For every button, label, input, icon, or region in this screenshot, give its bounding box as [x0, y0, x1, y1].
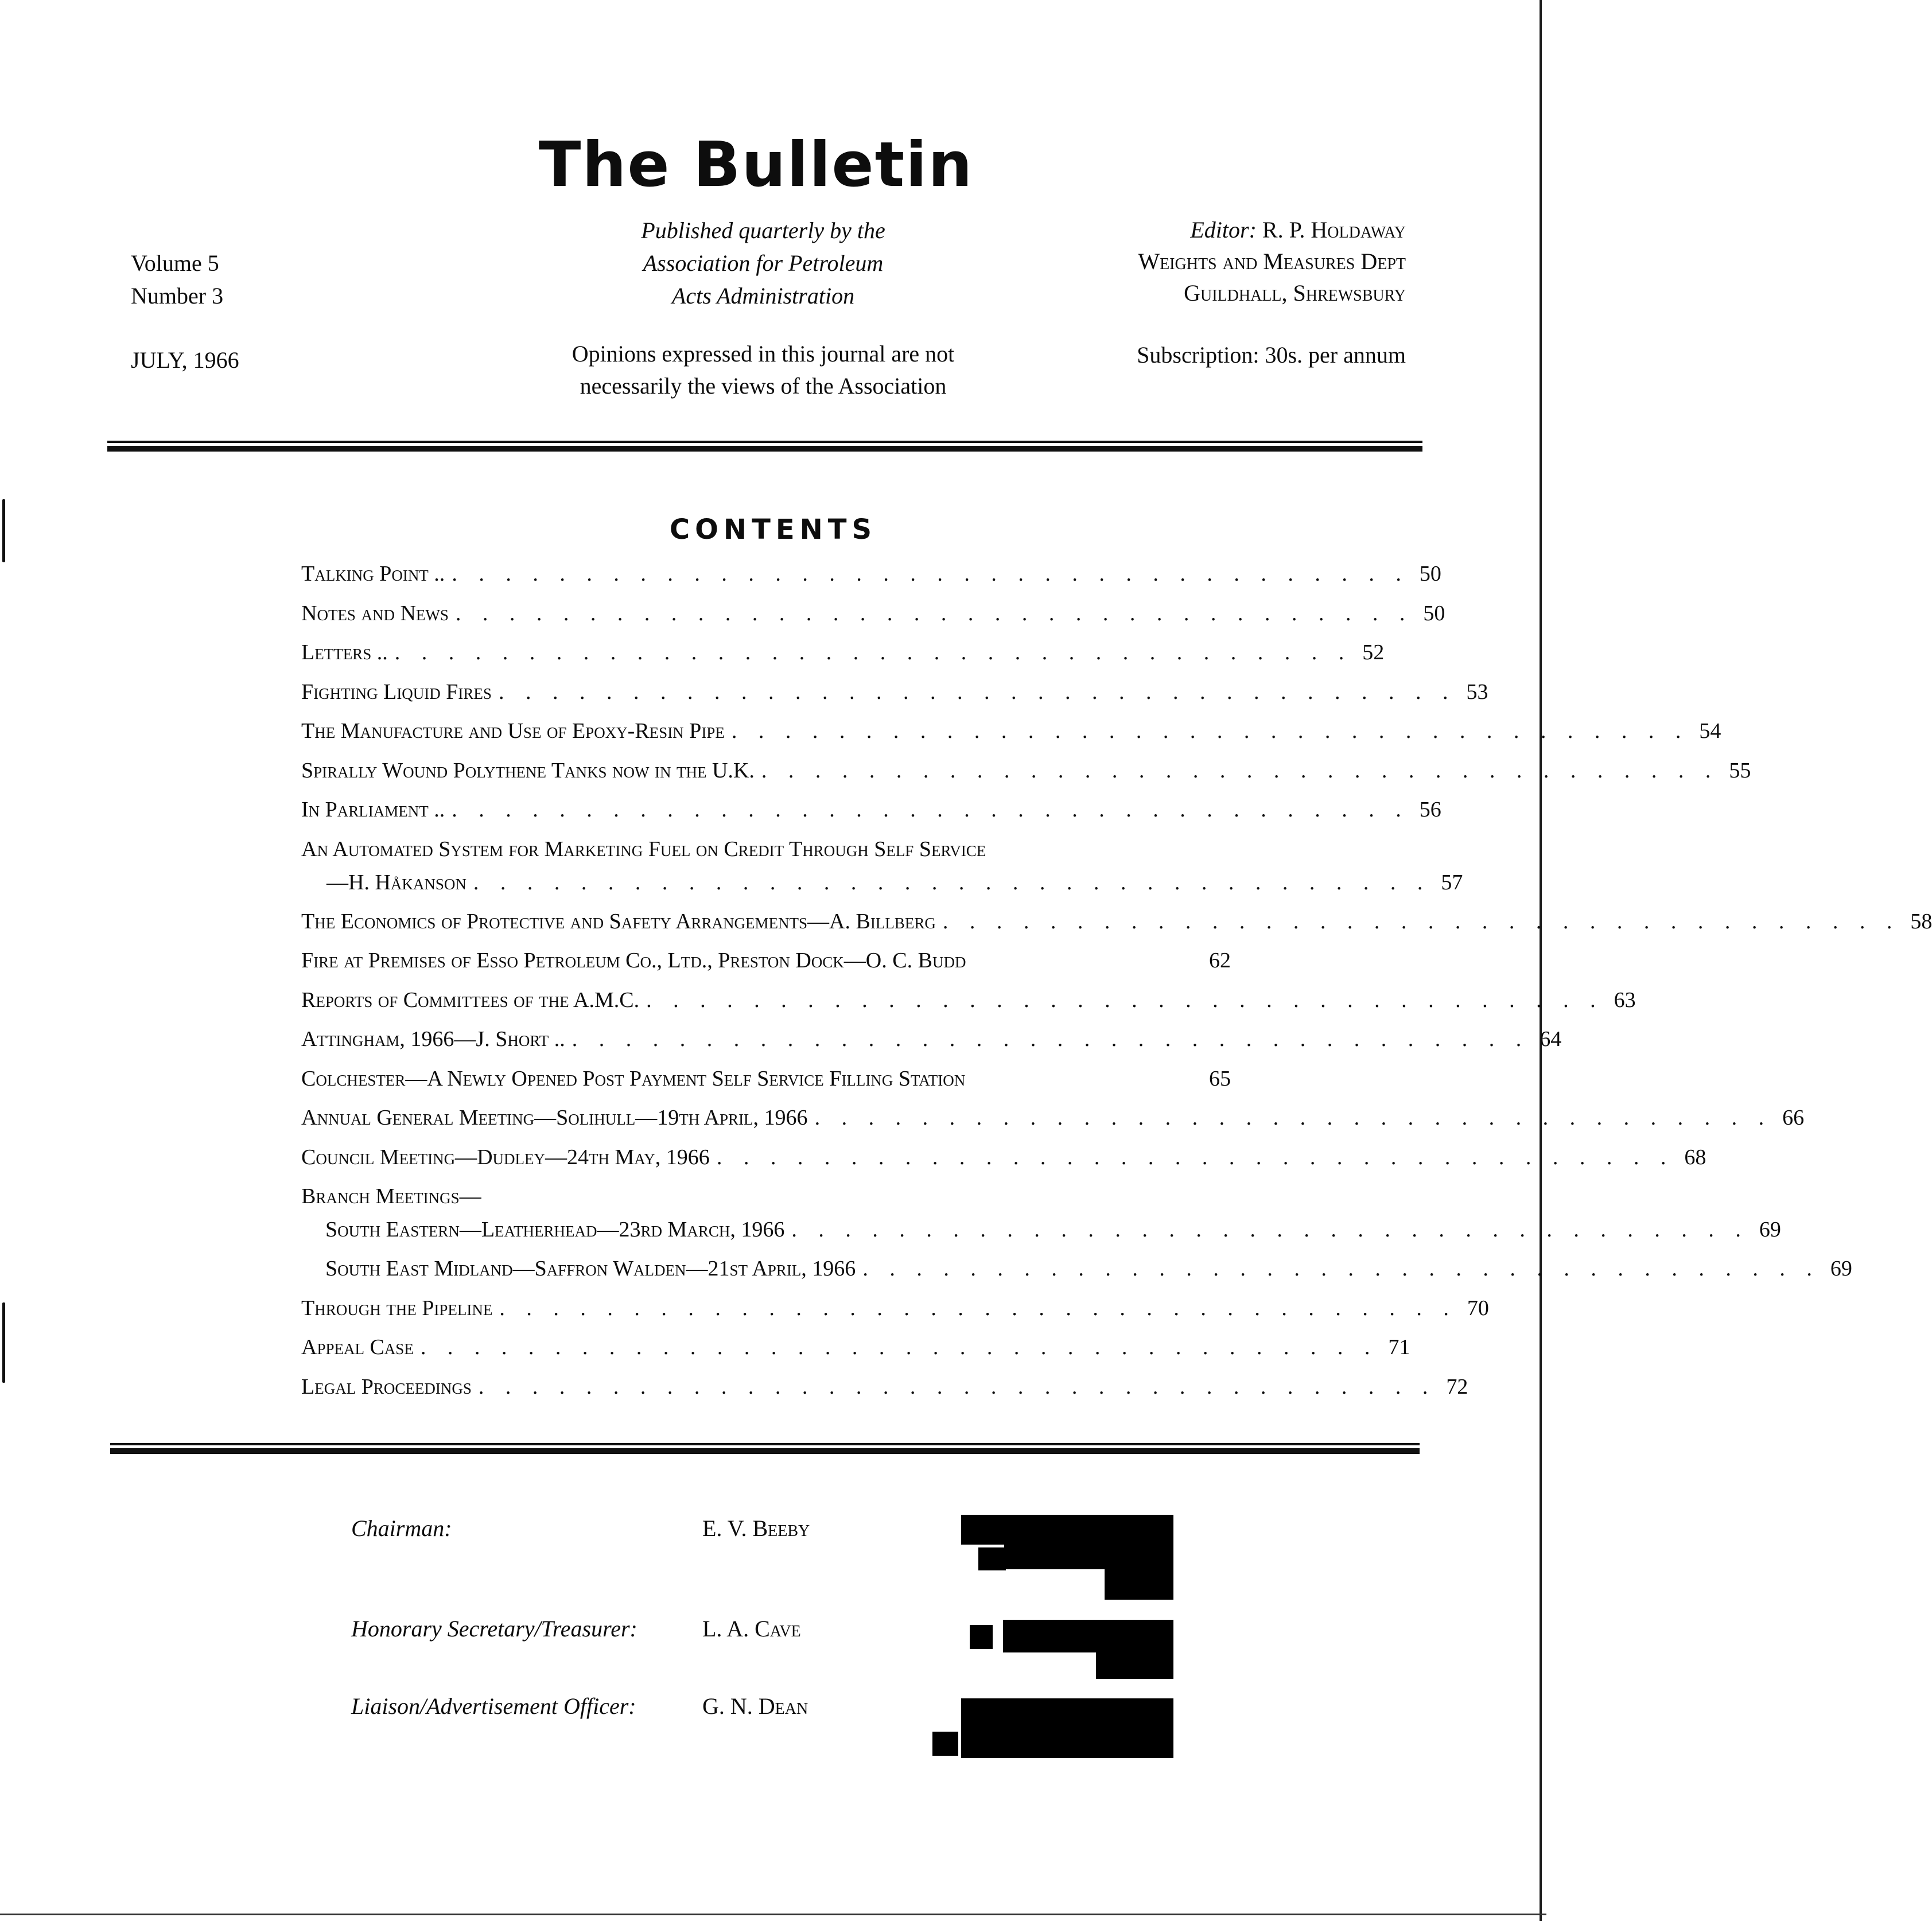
- table-of-contents: [301, 561, 1932, 1413]
- officer-role: Honorary Secretary/Treasurer:: [351, 1616, 637, 1642]
- binding-mark: [2, 1302, 5, 1383]
- toc-entry[interactable]: Notes and News . . . . . . . . . . . . . . . . . . . . . . . . . . . . . . . . . . . . 50: [301, 601, 1445, 625]
- toc-page: 70: [1467, 1296, 1489, 1320]
- toc-page: 72: [1446, 1374, 1468, 1399]
- officer-row: [351, 1693, 808, 1720]
- disclaimer-line: Opinions expressed in this journal are not: [572, 341, 955, 367]
- officer-name: L. A. Cave: [702, 1616, 801, 1642]
- toc-entry[interactable]: The Economics of Protective and Safety Arrangements—A. Billberg . . . . . . . . . . . . . . . . . . . . . . . . . . . . . . . . . . . . 58: [301, 909, 1932, 934]
- toc-page: 63: [1614, 987, 1636, 1012]
- toc-entry[interactable]: Reports of Committees of the A.M.C. . . . . . . . . . . . . . . . . . . . . . . . . . . . . . . . . . . . . 63: [301, 987, 1636, 1012]
- toc-entry[interactable]: Annual General Meeting—Solihull—19th April, 1966 . . . . . . . . . . . . . . . . . . . . . . . . . . . . . . . . . . . . 66: [301, 1106, 1805, 1130]
- toc-title: Attingham, 1966—J. Short ..: [301, 1027, 565, 1051]
- redaction-block: [970, 1625, 993, 1649]
- redaction-block: [932, 1732, 958, 1756]
- issue-date: JULY, 1966: [131, 347, 239, 373]
- toc-entry[interactable]: [301, 1066, 1231, 1106]
- toc-entry[interactable]: Spirally Wound Polythene Tanks now in the U.K. . . . . . . . . . . . . . . . . . . . . . . . . . . . . . . . . . . . . 55: [301, 758, 1751, 783]
- contents-heading: CONTENTS: [669, 514, 877, 546]
- toc-title: Reports of Committees of the A.M.C.: [301, 987, 640, 1012]
- toc-page: 54: [1699, 719, 1721, 743]
- editor-name: R. P. Holdaway: [1262, 217, 1406, 243]
- officer-name: G. N. Dean: [702, 1693, 808, 1719]
- editor-info: [1137, 214, 1406, 371]
- toc-page: 56: [1419, 798, 1441, 822]
- toc-title: Legal Proceedings: [301, 1374, 472, 1399]
- toc-title: Spirally Wound Polythene Tanks now in the U.K.: [301, 758, 755, 783]
- redaction-block: [961, 1698, 1173, 1758]
- toc-page: 50: [1419, 562, 1441, 586]
- redaction-block: [1096, 1651, 1173, 1679]
- toc-title: South East Midland—Saffron Walden—21st April, 1966: [325, 1257, 856, 1281]
- subscription: Subscription: 30s. per annum: [1137, 342, 1406, 368]
- toc-title: Talking Point ..: [301, 562, 445, 586]
- editor-line: [1137, 214, 1406, 246]
- toc-page: 65: [1209, 1066, 1231, 1091]
- toc-entry[interactable]: Fighting Liquid Fires . . . . . . . . . . . . . . . . . . . . . . . . . . . . . . . . . . . . 53: [301, 679, 1488, 704]
- toc-page: 69: [1759, 1218, 1781, 1242]
- toc-page: 57: [1441, 870, 1463, 895]
- toc-page: 69: [1830, 1257, 1852, 1281]
- issue-info: [131, 247, 239, 376]
- officer-row: [351, 1615, 801, 1642]
- toc-entry[interactable]: South Eastern—Leatherhead—23rd March, 1966 . . . . . . . . . . . . . . . . . . . . . . . . . . . . . . . . . . . . 69: [301, 1217, 1231, 1256]
- toc-entry[interactable]: Appeal Case . . . . . . . . . . . . . . . . . . . . . . . . . . . . . . . . . . . . 71: [301, 1335, 1410, 1359]
- publisher-line: Acts Administration: [671, 283, 855, 309]
- toc-title: The Manufacture and Use of Epoxy-Resin Pipe: [301, 719, 725, 743]
- toc-title: South Eastern—Leatherhead—23rd March, 1966: [325, 1218, 785, 1242]
- toc-entry[interactable]: South East Midland—Saffron Walden—21st April, 1966 . . . . . . . . . . . . . . . . . . . . . . . . . . . . . . . . . . . . 69: [301, 1256, 1231, 1296]
- toc-title: Letters ..: [301, 640, 388, 664]
- toc-page: 64: [1540, 1027, 1562, 1051]
- toc-entry[interactable]: The Manufacture and Use of Epoxy-Resin Pipe . . . . . . . . . . . . . . . . . . . . . . . . . . . . . . . . . . . . 54: [301, 719, 1721, 743]
- toc-title: Branch Meetings—: [301, 1184, 481, 1208]
- toc-page: 62: [1209, 948, 1231, 973]
- toc-title: Notes and News: [301, 601, 449, 625]
- toc-page: 58: [1910, 909, 1932, 934]
- toc-title: Fire at Premises of Esso Petroleum Co., Ltd., Preston Dock—O. C. Budd: [301, 948, 966, 973]
- toc-entry[interactable]: [301, 1184, 1231, 1217]
- officer-role: Liaison/Advertisement Officer:: [351, 1693, 636, 1719]
- toc-page: 53: [1466, 679, 1488, 704]
- toc-entry[interactable]: In Parliament .. . . . . . . . . . . . . . . . . . . . . . . . . . . . . . . . . . . . . 56: [301, 798, 1441, 822]
- toc-entry[interactable]: Council Meeting—Dudley—24th May, 1966 . . . . . . . . . . . . . . . . . . . . . . . . . . . . . . . . . . . . 68: [301, 1145, 1706, 1169]
- double-rule: [110, 1443, 1420, 1454]
- officer-name: E. V. Beeby: [702, 1515, 810, 1541]
- toc-entry[interactable]: [301, 837, 1231, 870]
- redaction-block: [1003, 1620, 1173, 1652]
- officer-role: Chairman:: [351, 1515, 452, 1541]
- editor-dept: Weights and Measures Dept: [1138, 248, 1406, 274]
- toc-entry[interactable]: Legal Proceedings . . . . . . . . . . . . . . . . . . . . . . . . . . . . . . . . . . . . 72: [301, 1374, 1468, 1399]
- editor-label: Editor:: [1190, 217, 1257, 243]
- publisher-info: [516, 214, 1010, 402]
- toc-title: Annual General Meeting—Solihull—19th April, 1966: [301, 1106, 808, 1130]
- toc-title: Fighting Liquid Fires: [301, 679, 492, 704]
- redaction-block: [1004, 1543, 1173, 1569]
- volume: Volume 5: [131, 250, 219, 276]
- page-edge: [1540, 0, 1542, 1921]
- toc-page: 66: [1782, 1106, 1805, 1130]
- toc-entry[interactable]: Talking Point .. . . . . . . . . . . . . . . . . . . . . . . . . . . . . . . . . . . . . 50: [301, 562, 1441, 586]
- toc-title: Appeal Case: [301, 1335, 414, 1359]
- disclaimer: [516, 338, 1010, 402]
- toc-entry[interactable]: —H. Håkanson . . . . . . . . . . . . . . . . . . . . . . . . . . . . . . . . . . . . 57: [301, 870, 1231, 909]
- toc-entry[interactable]: Letters .. . . . . . . . . . . . . . . . . . . . . . . . . . . . . . . . . . . . . 52: [301, 640, 1385, 664]
- officer-row: [351, 1515, 810, 1542]
- toc-title: Colchester—A Newly Opened Post Payment Self Service Filling Station: [301, 1066, 966, 1091]
- toc-page: 71: [1388, 1335, 1410, 1359]
- toc-page: 52: [1362, 640, 1385, 664]
- issue-number: Number 3: [131, 283, 224, 309]
- toc-title: Through the Pipeline: [301, 1296, 493, 1320]
- toc-title: An Automated System for Marketing Fuel on Credit Through Self Service: [301, 837, 986, 861]
- toc-entry[interactable]: [301, 948, 1231, 987]
- toc-page: 50: [1423, 601, 1445, 625]
- redaction-block: [961, 1515, 1173, 1545]
- redaction-block: [1105, 1568, 1173, 1600]
- toc-page: 68: [1684, 1145, 1706, 1169]
- publisher-line: Association for Petroleum: [643, 250, 884, 276]
- disclaimer-line: necessarily the views of the Association: [580, 373, 947, 399]
- toc-title: —H. Håkanson: [326, 870, 467, 895]
- publisher-line: Published quarterly by the: [641, 217, 885, 243]
- page-edge-bottom: [0, 1914, 1546, 1915]
- bulletin-title: The Bulletin: [538, 129, 974, 201]
- toc-title: The Economics of Protective and Safety Arrangements—A. Billberg: [301, 909, 936, 934]
- redaction-block: [978, 1547, 1006, 1570]
- editor-address: Guildhall, Shrewsbury: [1184, 280, 1406, 306]
- toc-title: Council Meeting—Dudley—24th May, 1966: [301, 1145, 710, 1169]
- double-rule: [107, 441, 1422, 452]
- toc-entry[interactable]: Through the Pipeline . . . . . . . . . . . . . . . . . . . . . . . . . . . . . . . . . . . . 70: [301, 1296, 1489, 1320]
- toc-title: In Parliament ..: [301, 798, 445, 822]
- toc-entry[interactable]: Attingham, 1966—J. Short .. . . . . . . . . . . . . . . . . . . . . . . . . . . . . . . . . . . . . 64: [301, 1027, 1562, 1051]
- toc-page: 55: [1729, 758, 1751, 783]
